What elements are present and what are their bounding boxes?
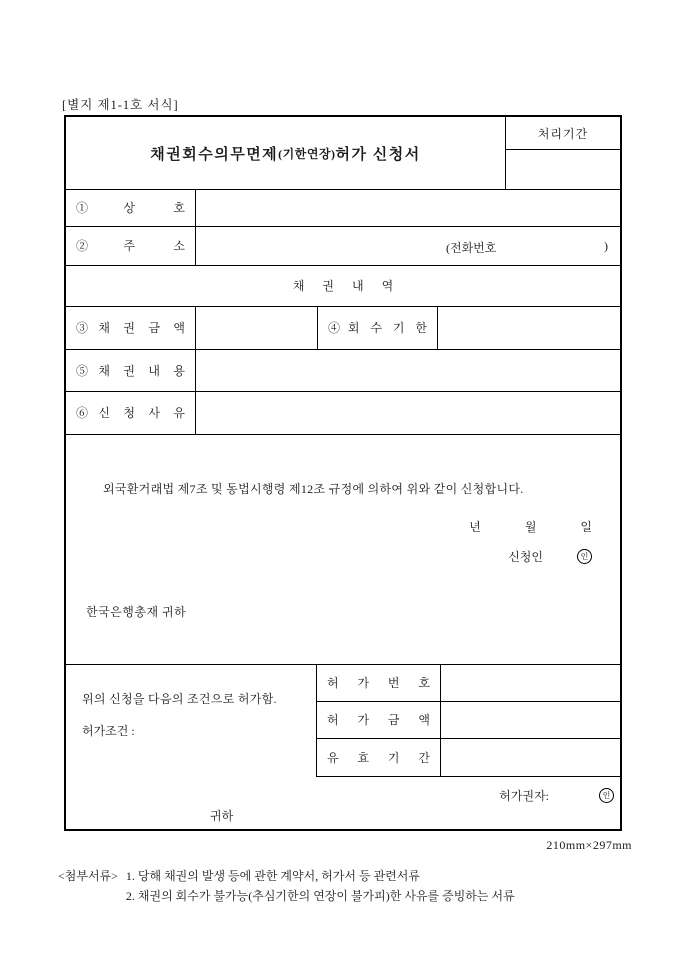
recovery-deadline-field[interactable]: [438, 307, 620, 349]
permit-section: [66, 665, 620, 829]
attachments-label: <첨부서류>: [58, 869, 118, 883]
applicant-seal-icon: 인: [577, 549, 592, 564]
phone-number-close-paren: ): [604, 239, 608, 253]
date-line: [469, 518, 592, 535]
attachment-item-1: 1. 당해 채권의 발생 등에 관한 계약서, 허가서 등 관련서류: [125, 869, 420, 883]
addressee: 한국은행총재 귀하: [86, 605, 187, 619]
application-form-table: [64, 115, 622, 831]
company-label: ①상 호: [66, 190, 196, 226]
company-row: [66, 190, 620, 227]
date-month-label: 월: [524, 520, 537, 534]
processing-period-label: 처리기간: [506, 117, 620, 150]
bond-section-title: 채 권 내 역: [66, 266, 620, 307]
applicant-label: 신청인: [508, 550, 543, 564]
permit-amount-row: [317, 702, 620, 739]
validity-period-field[interactable]: [441, 739, 620, 776]
application-reason-label: ⑥신 청 사 유: [66, 392, 196, 434]
validity-period-row: [317, 739, 620, 777]
attachment-item-2: 2. 채권의 회수가 불가능(추심기한의 연장이 불가피)한 사유를 증빙하는 서류: [125, 889, 515, 903]
date-year-label: 년: [469, 520, 481, 534]
declaration-section: [66, 435, 620, 665]
permit-number-row: [317, 665, 620, 702]
form-reference: [별지 제1-1호 서식]: [62, 98, 179, 112]
applicant-line: [508, 548, 592, 565]
address-label: ②주 소: [66, 227, 196, 265]
bond-details-field[interactable]: [196, 350, 620, 391]
attachments-list: [126, 866, 515, 906]
date-day-label: 일: [580, 520, 592, 534]
bond-amount-field[interactable]: [196, 307, 318, 349]
authority-line: [499, 787, 614, 804]
application-reason-row: [66, 392, 620, 435]
authority-seal-icon: 인: [599, 788, 614, 803]
permit-amount-label: 허 가 금 액: [317, 702, 441, 738]
page-title: [66, 117, 505, 189]
permit-subtable: [316, 665, 620, 777]
title-main-2: 허가 신청서: [335, 146, 421, 163]
permit-condition-label: 허가조건 :: [82, 724, 135, 738]
title-row: [66, 117, 620, 190]
permit-addressee-suffix: 귀하: [210, 809, 234, 823]
processing-period-field[interactable]: [506, 150, 620, 189]
permit-number-label: 허 가 번 호: [317, 665, 441, 701]
paper-size-note: 210mm×297mm: [546, 838, 632, 852]
validity-period-label: 유 효 기 간: [317, 739, 441, 776]
address-row: [66, 227, 620, 266]
permit-amount-field[interactable]: [441, 702, 620, 738]
bond-details-row: [66, 350, 620, 392]
bond-amount-label: ③채 권 금 액: [66, 307, 196, 349]
attachments-note: [58, 866, 515, 906]
permit-approval-text: 위의 신청을 다음의 조건으로 허가함.: [82, 692, 277, 706]
company-field[interactable]: [196, 190, 620, 226]
application-reason-field[interactable]: [196, 392, 620, 434]
declaration-statement: 외국환거래법 제7조 및 동법시행령 제12조 규정에 의하여 위와 같이 신청합니다.: [103, 482, 524, 496]
recovery-deadline-label: ④회 수 기 한: [318, 307, 438, 349]
bond-amount-row: [66, 307, 620, 350]
permit-number-field[interactable]: [441, 665, 620, 701]
authority-label: 허가권자:: [499, 789, 549, 803]
title-paren: (기한연장): [278, 146, 336, 161]
title-main-1: 채권회수의무면제: [150, 146, 279, 163]
processing-period-box: [505, 117, 620, 189]
phone-number-label: (전화번호: [446, 241, 497, 255]
address-field[interactable]: [196, 227, 620, 265]
bond-details-label: ⑤채 권 내 용: [66, 350, 196, 391]
